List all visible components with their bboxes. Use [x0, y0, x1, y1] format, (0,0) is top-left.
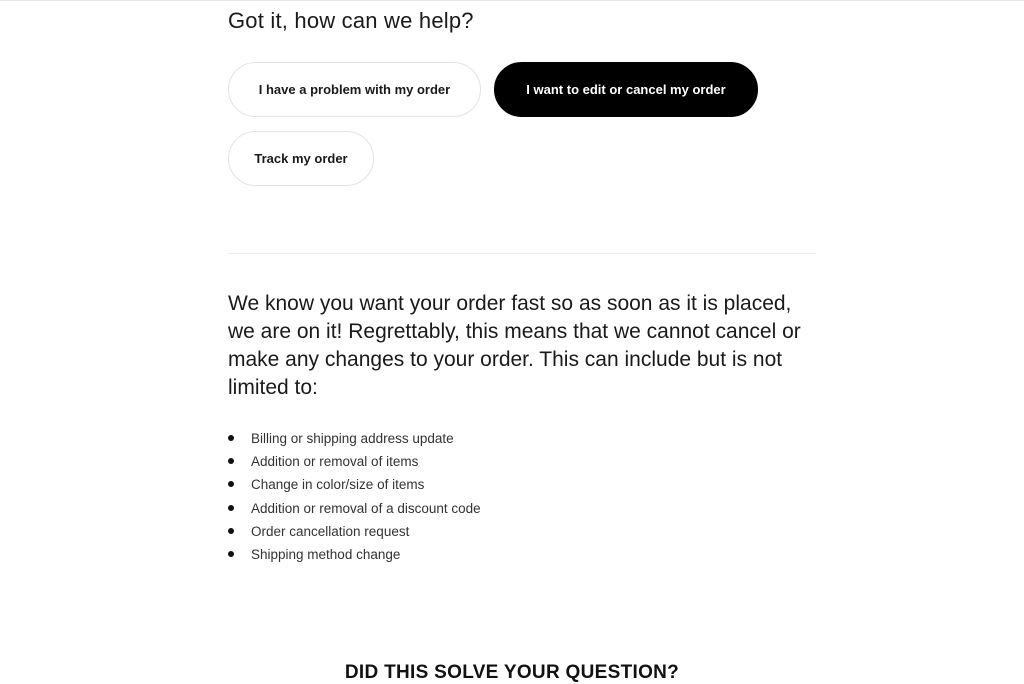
- help-question: Got it, how can we help?: [228, 8, 474, 33]
- bullet-icon: [228, 481, 234, 487]
- list-item: [228, 427, 481, 450]
- list-item-text: Addition or removal of a discount code: [251, 500, 481, 516]
- bullet-icon: [228, 435, 234, 441]
- bullet-icon: [228, 505, 234, 511]
- bullet-icon: [228, 528, 234, 534]
- list-item-text: Addition or removal of items: [251, 454, 419, 470]
- list-item: [228, 497, 481, 520]
- limitations-list: [228, 427, 481, 566]
- feedback-heading: DID THIS SOLVE YOUR QUESTION?: [344, 662, 680, 683]
- list-item-text: Order cancellation request: [251, 523, 410, 539]
- list-item: [228, 543, 481, 566]
- list-item-text: Shipping method change: [251, 546, 401, 562]
- list-item: [228, 473, 481, 496]
- bullet-icon: [228, 458, 234, 464]
- bullet-icon: [228, 551, 234, 557]
- list-item: [228, 520, 481, 543]
- list-item: [228, 450, 481, 473]
- section-divider: [228, 253, 816, 254]
- problem-with-order-button[interactable]: I have a problem with my order: [228, 62, 481, 117]
- track-order-button[interactable]: Track my order: [228, 131, 374, 186]
- answer-message: We know you want your order fast so as soon as it is placed, we are on it! Regrettably, this means that we cannot cancel or make any changes to your order. This can include but is not limited to:: [228, 292, 801, 399]
- edit-or-cancel-order-button[interactable]: I want to edit or cancel my order: [494, 62, 758, 117]
- list-item-text: Change in color/size of items: [251, 477, 425, 493]
- list-item-text: Billing or shipping address update: [251, 431, 454, 446]
